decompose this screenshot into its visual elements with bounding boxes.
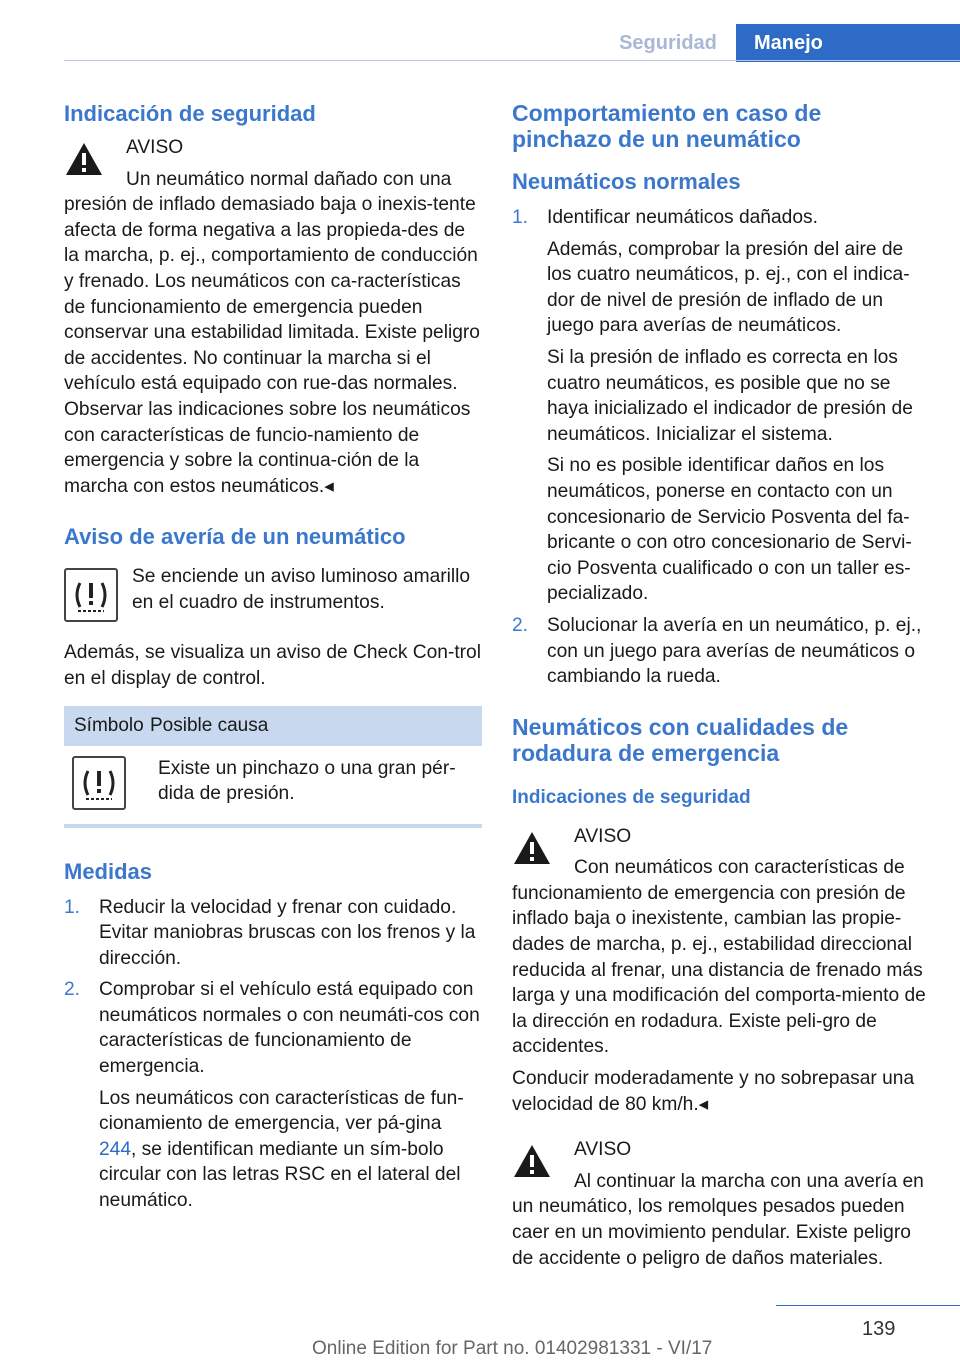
left-column [64, 100, 482, 1214]
list-number: 1. [64, 896, 81, 918]
table-col-symbol: Símbolo [74, 714, 144, 736]
extra-before: Los neumáticos con características de fun-cionamiento de emergencia, ver pá-gina [99, 1087, 464, 1135]
warning-extra: Conducir moderadamente y no sobrepasar una velocidad de 80 km/h.◂ [512, 1068, 915, 1115]
normal-steps-list [512, 205, 926, 690]
warning-text: Un neumático normal dañado con una presión de inflado demasiado baja o inexis-tente afecta de forma negativa a las propieda-des de la marcha, p. ej., comportamiento de conducción y frenado. Los neumáticos con ca-racterísticas de funcionamiento de emergencia pueden conservar una estabilidad limitada. Existe peligro de accidentes. No continuar la marcha si el vehículo está equipado con rue-das normales. Observar las indicaciones sobre los neumáticos con características de funcio-namiento de emergencia y sobre la continua-ción de la marcha con estos neumáticos.◂ [64, 168, 480, 497]
list-number: 2. [64, 979, 81, 1001]
safety-heading: Indicación de seguridad [64, 101, 316, 126]
warning-triangle-icon [64, 141, 104, 177]
warning-text: Con neumáticos con características de funcionamiento de emergencia con presión de inflado baja o inexistente, cambian las propie-dades de marcha, p. ej., estabilidad direccional reducida al frenar, una distancia de frenado más larga y una modificación del comporta-miento de la dirección en rodadura. Existe peli-gro de accidentes. [512, 857, 926, 1058]
page-link[interactable]: 244 [99, 1138, 132, 1160]
list-item [64, 895, 482, 972]
warning-block [512, 824, 926, 1118]
page-header [0, 24, 960, 62]
table-row [64, 746, 482, 828]
list-item [512, 205, 926, 607]
list-item [512, 613, 926, 690]
list-item [64, 977, 482, 1213]
warning-label: AVISO [574, 825, 632, 847]
edition-footer: Online Edition for Part no. 01402981331 - VI/17 [312, 1338, 713, 1359]
normal-tires-heading: Neumáticos normales [512, 169, 741, 194]
list-text-extra [99, 1086, 482, 1214]
table-col-cause: Posible causa [150, 714, 269, 736]
warning-triangle-icon [512, 830, 552, 866]
symbol-table [64, 706, 482, 828]
footer-divider [776, 1305, 960, 1306]
table-cell-symbol [64, 756, 158, 810]
list-text: Identificar neumáticos dañados. [547, 207, 818, 228]
page-number: 139 [862, 1318, 896, 1340]
warning-label: AVISO [574, 1139, 632, 1161]
right-column [512, 100, 926, 1271]
table-cell-cause [158, 756, 482, 810]
list-number: 1. [512, 207, 529, 228]
measures-heading: Medidas [64, 858, 153, 884]
runflat-safety-heading: Indicaciones de seguridad [512, 786, 751, 808]
table-header [64, 706, 482, 746]
list-text: Comprobar si el vehículo está equipado con neumáticos normales o con neumáti-cos con características de funcionamiento de emergencia. [99, 979, 480, 1078]
tab-manejo[interactable]: Manejo [736, 24, 960, 62]
tire-pressure-warning-icon [72, 756, 126, 810]
warning-text: Al continuar la marcha con una avería en un neumático, los remolques pesados pueden caer en un movimiento pendular. Existe peligro de accidente o peligro de daños materiales. [512, 1170, 924, 1269]
warning-block [64, 135, 482, 499]
header-divider [64, 60, 960, 61]
list-text: Solucionar la avería en un neumático, p. ej., con un juego para averías de neumáticos o cambiando la rueda. [547, 614, 922, 688]
tab-seguridad[interactable]: Seguridad [619, 32, 717, 54]
list-text: Además, comprobar la presión del aire de los cuatro neumáticos, p. ej., con el indica-dor de nivel de presión de inflado de un juego para averías de neumáticos. [547, 238, 910, 337]
fault-heading: Aviso de avería de un neumático [64, 524, 406, 550]
warning-label: AVISO [126, 137, 184, 158]
fault-text: Se enciende un aviso luminoso amarillo en el cuadro de instrumentos. [132, 566, 471, 613]
list-number: 2. [512, 614, 529, 636]
puncture-heading: Comportamiento en caso de pinchazo de un neumático [512, 100, 822, 152]
warning-block [512, 1137, 926, 1271]
measures-list [64, 895, 482, 1214]
warning-triangle-icon [512, 1143, 552, 1179]
list-text: Si no es posible identificar daños en los neumáticos, ponerse en contacto con un concesionario de Servicio Posventa del fa-bricante o con otro concesionario de Servi-cio Posventa cualificado o con un taller es-pecializado. [547, 455, 912, 605]
fault-block [64, 564, 482, 626]
cause-text: Existe un pinchazo o una gran pér-dida de presión. [158, 757, 456, 805]
check-control-text: Además, se visualiza un aviso de Check Con-trol en el display de control. [64, 642, 481, 689]
list-text: Si la presión de inflado es correcta en los cuatro neumáticos, es posible que no se haya inicializado el indicador de presión de neumáticos. Inicializar el sistema. [547, 346, 913, 445]
runflat-heading: Neumáticos con cualidades de rodadura de emergencia [512, 713, 849, 766]
list-text: Reducir la velocidad y frenar con cuidado. Evitar maniobras bruscas con los frenos y la dirección. [99, 896, 476, 969]
extra-after: , se identifican mediante un sím-bolo circular con las letras RSC en el lateral del neumático. [99, 1138, 461, 1212]
tire-pressure-warning-icon [64, 568, 118, 622]
